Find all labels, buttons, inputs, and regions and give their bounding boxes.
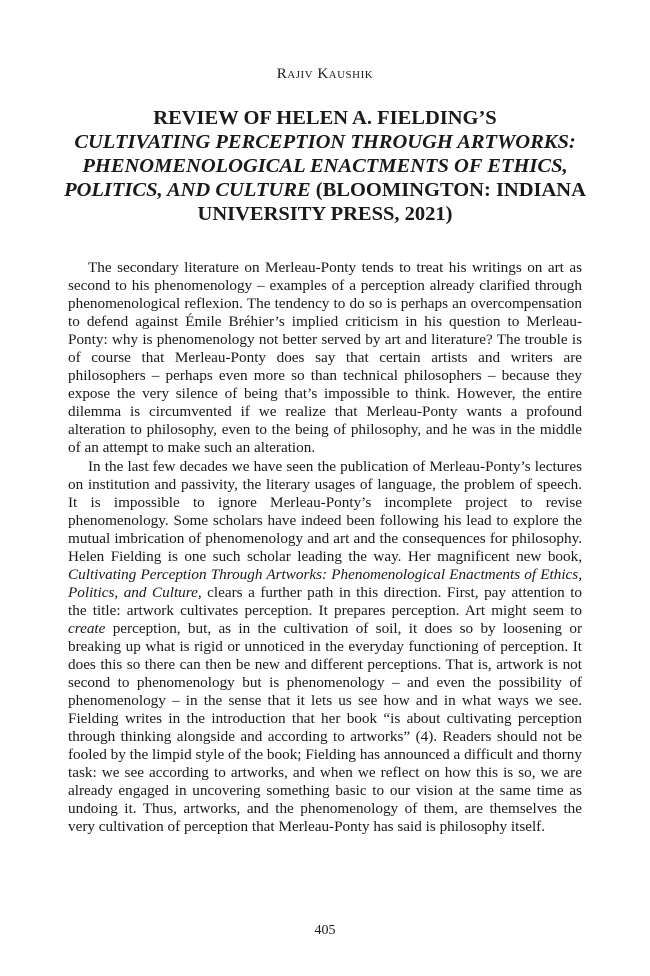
- paragraph-1: The secondary literature on Merleau-Ponty tends to treat his writings on art as second to his phenomenology – examples of a perception already clarified through phenomenological reflexion. The tendency to do so is perhaps an overcompensation to defend against Émile Bréhier’s implied criticism in his question to Merleau-Ponty: why is phenomenology not better served by art and literature? The trouble is of course that Merleau-Ponty does say that certain artists and writers are philosophers – perhaps even more so than technical philosophers – because they expose the very silence of being that’s impossible to think. However, the entire dilemma is circumvented if we realize that Merleau-Ponty wants a profound alteration to philosophy, even to the being of philosophy, and he was in the middle of an attempt to make such an alteration.: [68, 259, 582, 457]
- running-header-author: Rajiv Kaushik: [276, 66, 374, 82]
- title-book-italic: CULTIVATING PERCEPTION THROUGH ARTWORKS: PHENOMENOLOGICAL ENACTMENTS OF ETHICS, POLITICS, AND CULTURE: [64, 131, 576, 201]
- paragraph-2: [68, 458, 582, 837]
- book-title-italic: Cultivating Perception Through Artworks: Phenomenological Enactments of Ethics, Politics, and Culture: [68, 565, 582, 601]
- title-prefix: REVIEW OF HELEN A. FIELDING’S: [153, 107, 497, 129]
- paragraph-2-part-c: perception, but, as in the cultivation of soil, it does so by loosening or breaking up what is rigid or unnoticed in the everyday functioning of perception. It does this so there can then be new and different perceptions. That is, artwork is not second to phenomenology but is phenomenology – and even the possibility of phenomenology – in the sense that it lets us see how and in what ways we see. Fielding writes in the introduction that her book “is about cultivating perception through thinking alongside and according to artworks” (4). Readers should not be fooled by the limpid style of the book; Fielding has announced a difficult and thorny task: we see according to artworks, and when we reflect on how this is so, we are already engaged in uncovering something basic to our vision at the same time as undoing it. Thus, artworks, and the phenomenology of them, are themselves the very cultivation of perception that Merleau-Ponty has said is philosophy itself.: [68, 619, 582, 836]
- title-publisher: (BLOOMINGTON: INDIANA UNIVERSITY PRESS, 2021): [197, 179, 586, 225]
- page-number: 405: [314, 923, 336, 938]
- emphasis-create: create: [68, 619, 106, 637]
- paragraph-2-part-b: , clears a further path in this direction. First, pay attention to the title: artwork cultivates perception. It prepares perception. Art might seem to: [68, 583, 583, 619]
- review-title: [60, 106, 590, 226]
- paragraph-2-part-a: In the last few decades we have seen the publication of Merleau-Ponty’s lectures on institution and passivity, the literary usages of language, the problem of speech. It is impossible to ignore Merleau-Ponty’s incomplete project to revise phenomenology. Some scholars have indeed been following his lead to explore the mutual imbrication of phenomenology and art and the consequences for philosophy. Helen Fielding is one such scholar leading the way. Her magnificent new book,: [68, 457, 582, 565]
- article-body: [68, 259, 582, 837]
